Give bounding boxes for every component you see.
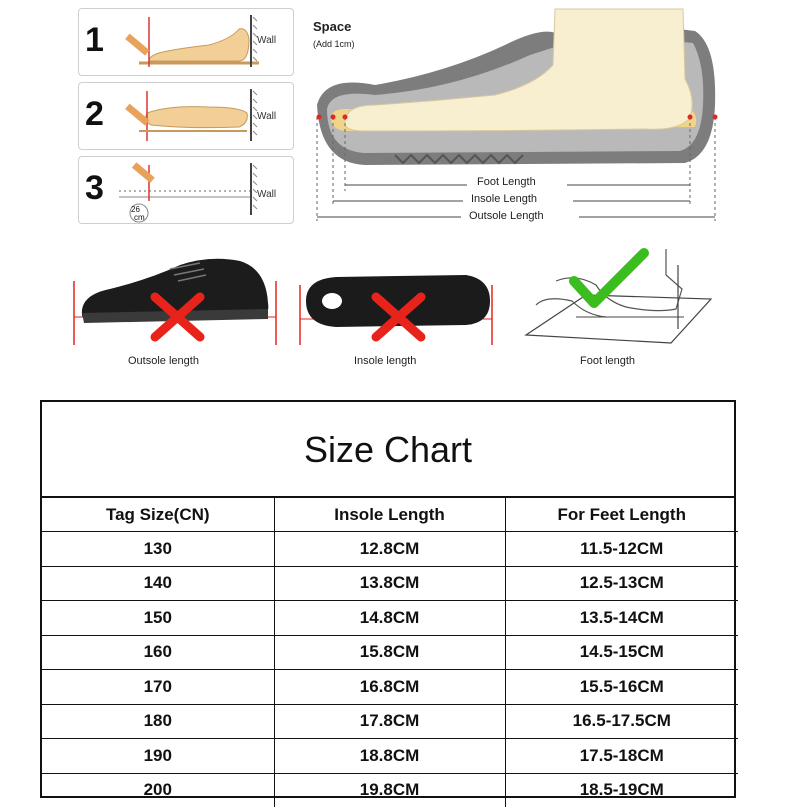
tag-size-cell: 200 <box>42 773 274 807</box>
feet-length-cell: 12.5-13CM <box>505 566 738 601</box>
insole-length-cell: 16.8CM <box>274 670 505 705</box>
feet-length-cell: 15.5-16CM <box>505 670 738 705</box>
table-row <box>42 773 738 807</box>
foot-length-method-label: Foot length <box>580 355 636 367</box>
feet-length-cell: 13.5-14CM <box>505 601 738 636</box>
insole-length-cell: 19.8CM <box>274 773 505 807</box>
table-row <box>42 532 738 567</box>
step-2-panel <box>78 82 294 150</box>
step-1-panel <box>78 8 294 76</box>
wall-label: Wall <box>257 35 277 46</box>
step-number: 2 <box>85 95 104 133</box>
table-row <box>42 635 738 670</box>
insole-length-cell: 14.8CM <box>274 601 505 636</box>
insole-length-method-label: Insole length <box>354 355 417 367</box>
step-number: 1 <box>85 21 104 59</box>
foot-length-label: Foot Length <box>477 176 536 188</box>
tag-size-cell: 190 <box>42 739 274 774</box>
table-row <box>42 704 738 739</box>
header-feet-length: For Feet Length <box>505 498 738 532</box>
feet-length-cell: 14.5-15CM <box>505 635 738 670</box>
tag-size-cell: 130 <box>42 532 274 567</box>
table-row <box>42 739 738 774</box>
wall-label: Wall <box>257 111 277 122</box>
feet-length-cell: 17.5-18CM <box>505 739 738 774</box>
ruler-unit: cm <box>134 213 145 222</box>
ruler-value: 26 <box>131 205 140 214</box>
outsole-length-method-label: Outsole length <box>128 355 199 367</box>
tag-size-cell: 140 <box>42 566 274 601</box>
wall-label: Wall <box>257 189 277 200</box>
shoe-measurement-diagram <box>305 5 735 230</box>
insole-length-cell: 15.8CM <box>274 635 505 670</box>
insole-length-cell: 12.8CM <box>274 532 505 567</box>
insole-length-cell: 13.8CM <box>274 566 505 601</box>
feet-length-cell: 16.5-17.5CM <box>505 704 738 739</box>
space-note: (Add 1cm) <box>313 39 355 49</box>
insole-image <box>296 245 496 345</box>
table-row <box>42 601 738 636</box>
outsole-length-label: Outsole Length <box>469 210 544 222</box>
foot-measure-image <box>516 245 716 355</box>
tag-size-cell: 170 <box>42 670 274 705</box>
header-tag-size: Tag Size(CN) <box>42 498 274 532</box>
feet-length-cell: 18.5-19CM <box>505 773 738 807</box>
header-insole-length: Insole Length <box>274 498 505 532</box>
space-label: Space <box>313 19 352 34</box>
sneaker-image <box>70 245 280 345</box>
insole-length-cell: 17.8CM <box>274 704 505 739</box>
table-header-row <box>42 498 738 532</box>
tag-size-cell: 180 <box>42 704 274 739</box>
insole-length-cell: 18.8CM <box>274 739 505 774</box>
table-row <box>42 670 738 705</box>
measuring-methods <box>70 245 730 375</box>
step-number: 3 <box>85 169 104 207</box>
tag-size-cell: 150 <box>42 601 274 636</box>
tag-size-cell: 160 <box>42 635 274 670</box>
step-3-panel <box>78 156 294 224</box>
size-chart-table <box>42 498 738 807</box>
insole-length-label: Insole Length <box>471 193 538 205</box>
table-row <box>42 566 738 601</box>
size-chart <box>40 400 736 798</box>
size-chart-title: Size Chart <box>42 402 734 498</box>
feet-length-cell: 11.5-12CM <box>505 532 738 567</box>
